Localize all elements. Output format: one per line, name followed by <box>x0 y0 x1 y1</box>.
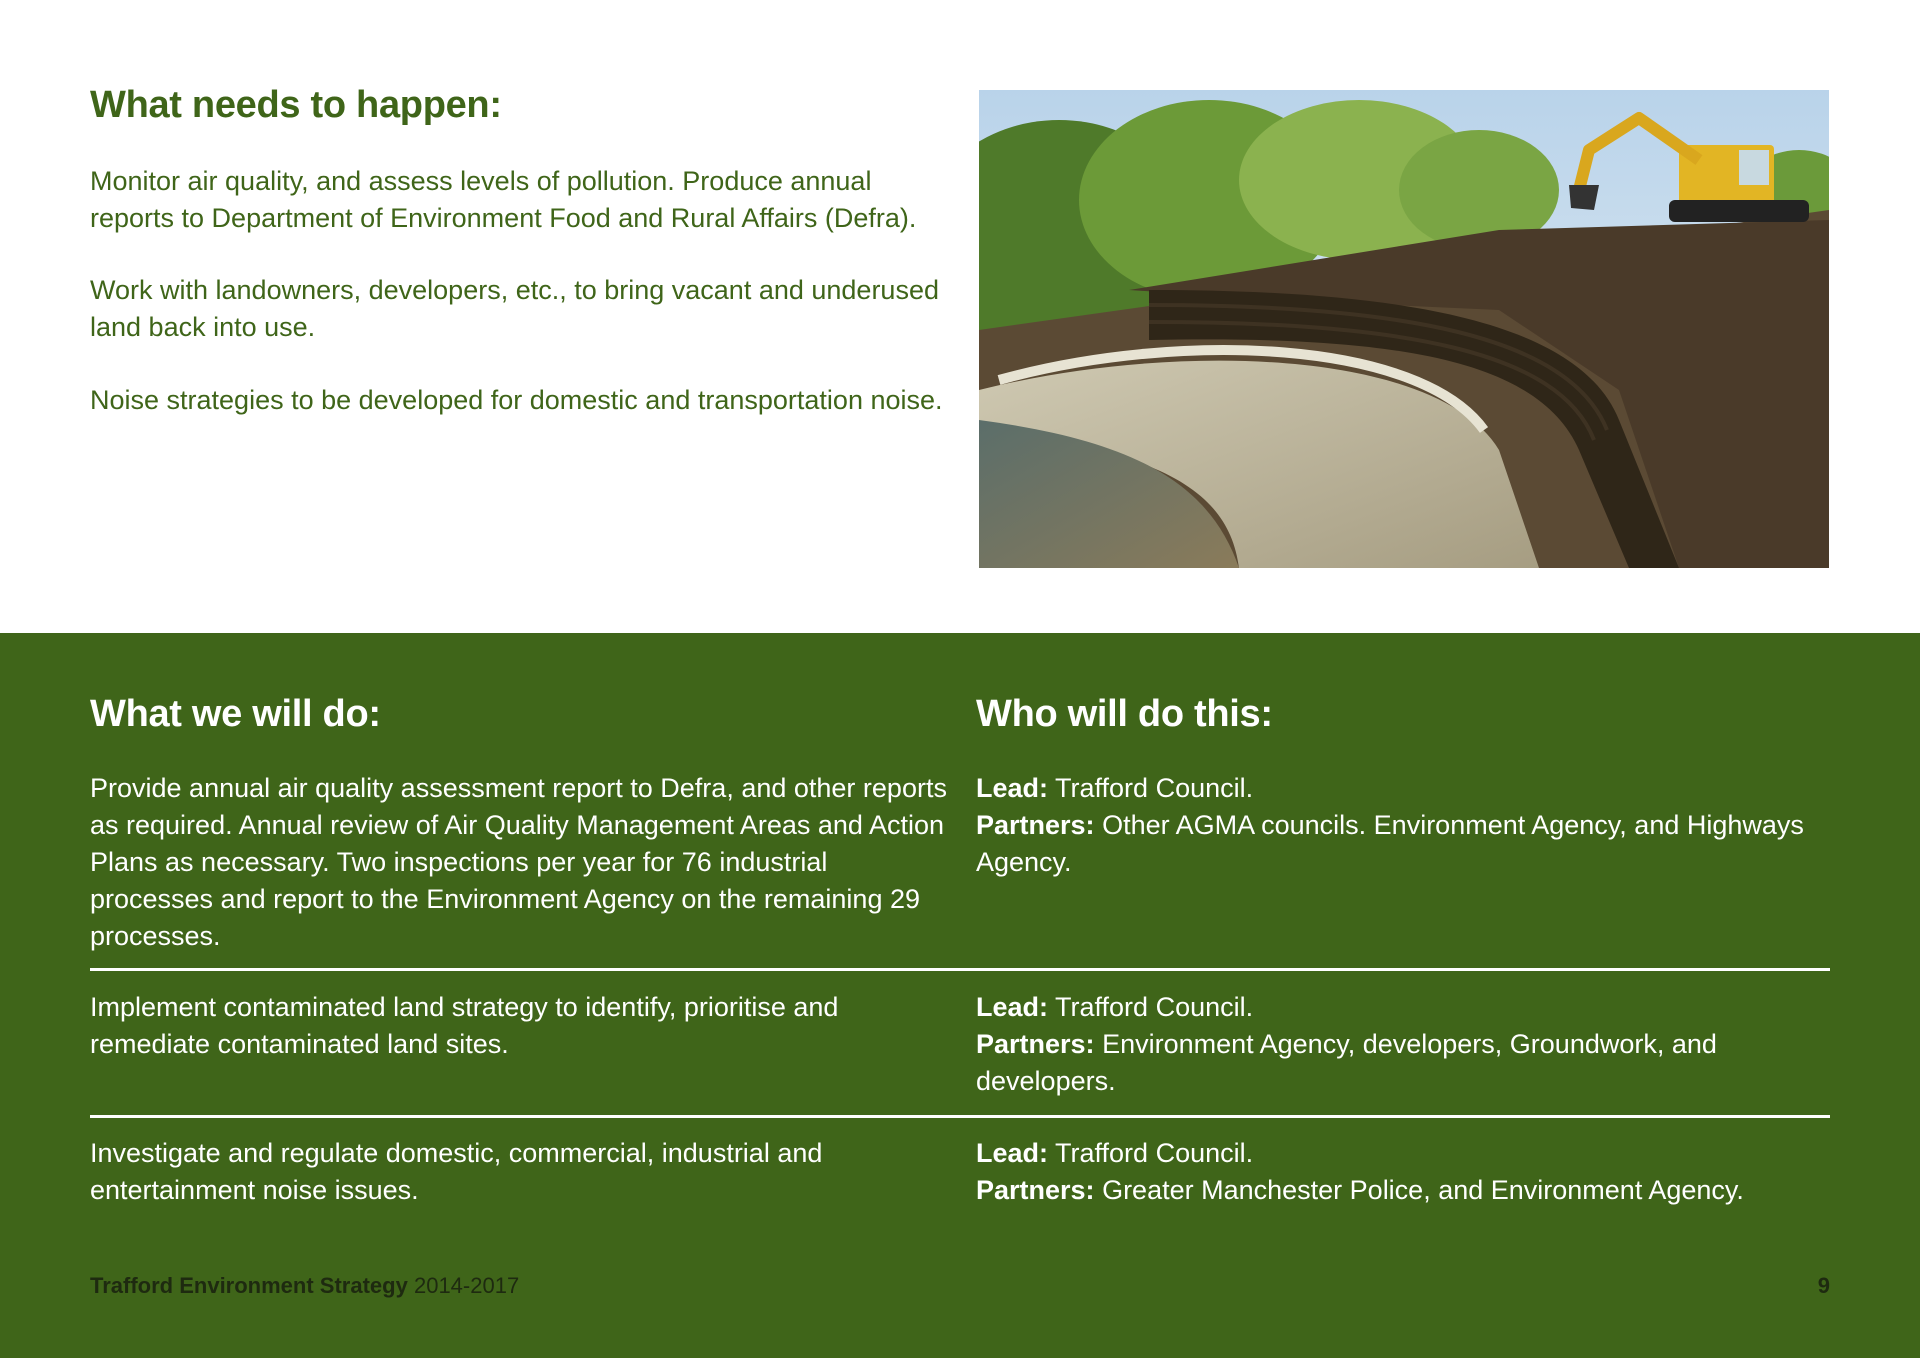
footer-years: 2014-2017 <box>413 1273 520 1298</box>
responsibility-text <box>976 989 1836 1100</box>
what-we-will-do-heading: What we will do: <box>90 693 381 735</box>
partners-value: Greater Manchester Police, and Environment Agency. <box>1102 1175 1744 1205</box>
row-divider <box>90 1115 1830 1118</box>
needs-paragraph-land: Work with landowners, developers, etc., to bring vacant and underused land back into use. <box>90 275 939 342</box>
top-section <box>0 0 1920 633</box>
lead-value: Trafford Council. <box>1055 773 1254 803</box>
page-number: 9 <box>1817 1273 1830 1298</box>
riverbank-excavator-photo <box>979 90 1829 568</box>
lead-label: Lead: <box>976 773 1049 803</box>
lead-label: Lead: <box>976 992 1049 1022</box>
partners-value: Environment Agency, developers, Groundwork, and developers. <box>976 1029 1717 1096</box>
action-text: Provide annual air quality assessment report to Defra, and other reports as required. Annual review of Air Quality Management Areas and Action Plans as necessary. Two inspections per year for 76 industrial processes and report to the Environment Agency on the remaining 29 processes. <box>90 773 947 951</box>
footer-document-title <box>90 1273 519 1299</box>
who-will-do-this-heading: Who will do this: <box>976 693 1273 735</box>
what-needs-to-happen-heading: What needs to happen: <box>90 84 502 126</box>
responsibility-text <box>976 1135 1836 1209</box>
action-text: Investigate and regulate domestic, commercial, industrial and entertainment noise issues. <box>90 1138 823 1205</box>
row-divider <box>90 968 1830 971</box>
needs-paragraph-air-quality: Monitor air quality, and assess levels of pollution. Produce annual reports to Department of Environment Food and Rural Affairs (Defra). <box>90 166 917 233</box>
action-text: Implement contaminated land strategy to identify, prioritise and remediate contaminated land sites. <box>90 992 839 1059</box>
partners-label: Partners: <box>976 1029 1095 1059</box>
needs-paragraph-noise: Noise strategies to be developed for domestic and transportation noise. <box>90 385 943 415</box>
lead-value: Trafford Council. <box>1055 1138 1254 1168</box>
partners-label: Partners: <box>976 1175 1095 1205</box>
footer-title: Trafford Environment Strategy <box>90 1273 408 1298</box>
lead-value: Trafford Council. <box>1055 992 1254 1022</box>
actions-section <box>0 633 1920 1358</box>
lead-label: Lead: <box>976 1138 1049 1168</box>
responsibility-text <box>976 770 1836 881</box>
partners-value: Other AGMA councils. Environment Agency, and Highways Agency. <box>976 810 1804 877</box>
partners-label: Partners: <box>976 810 1095 840</box>
